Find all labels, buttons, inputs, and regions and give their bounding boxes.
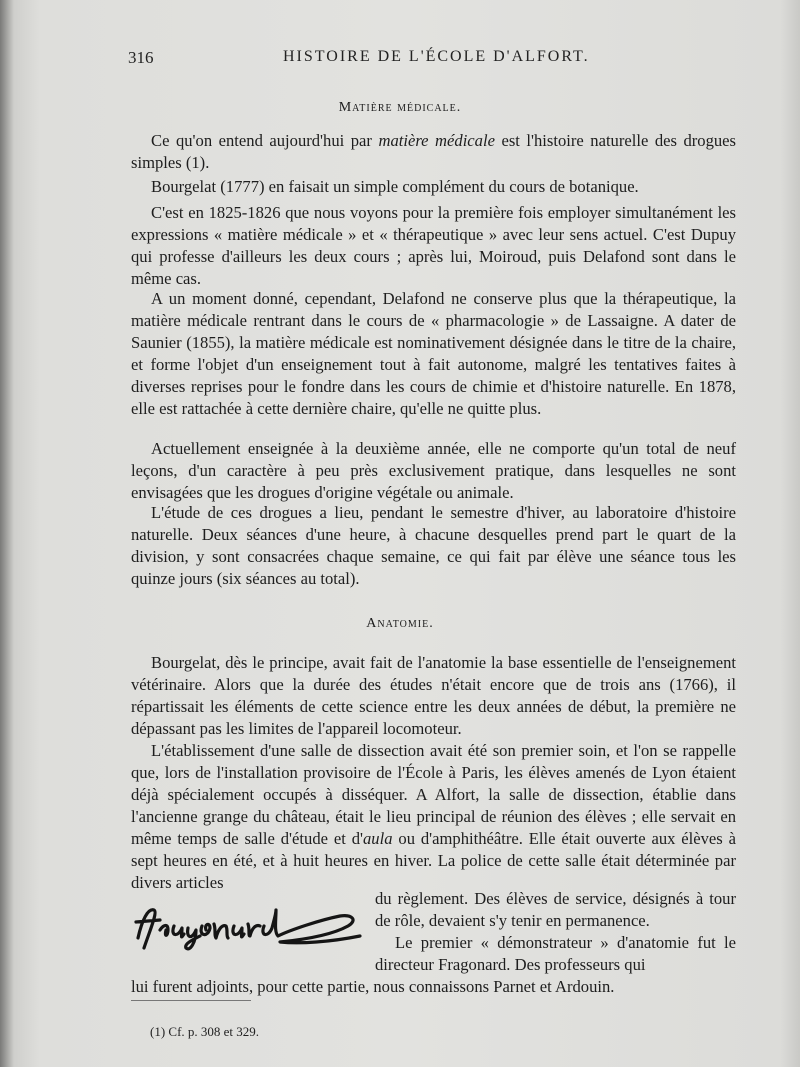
text-run: ou d'amphithéâtre. Elle était ouverte aux élèves à sept heures en été, et à huit heures en hiver. La police de cette salle était déterminée par divers articles <box>131 829 736 892</box>
paragraph: L'étude de ces drogues a lieu, pendant le semestre d'hiver, au laboratoire d'histoire naturelle. Deux séances d'une heure, à chacune desquelles prend part le quart de la division, y sont consacrées chaque semaine, ce qui fait par élève une séance tous les quinze jours (six séances au total). <box>131 503 736 588</box>
italic-term: aula <box>363 829 393 848</box>
paragraph: A un moment donné, cependant, Delafond ne conserve plus que la thérapeutique, la matière médicale rentrant dans le cours de « pharmacologie » de Lassaigne. A dater de Saunier (1855), la matière médicale est nominativement désignée dans le titre de la chaire, et forme l'objet d'un enseignement tout à fait autonome, malgré les tentatives faites à diverses reprises pour le fondre dans les cours de chimie et d'histoire naturelle. En 1878, elle est rattachée à cette dernière chaire, qu'elle ne quitte plus. <box>131 289 736 418</box>
italic-term: matière médicale <box>378 131 495 150</box>
running-title: HISTOIRE DE L'ÉCOLE D'ALFORT. <box>283 48 590 65</box>
text-run: L'établissement d'une salle de dissection avait été son premier soin, et l'on se rappelle que, lors de l'installation provisoire de l'École à Paris, les élèves amenés de Lyon étaient déjà spécialement occupés à disséquer. A Alfort, la salle de dissection, établie dans l'ancienne grange du château, était le lieu principal de réunion des élèves ; elle servait en même temps de salle d'étude et d' <box>131 741 736 848</box>
signature-drawing <box>130 890 370 960</box>
paragraph: Bourgelat, dès le principe, avait fait de l'anatomie la base essentielle de l'enseignement vétérinaire. Alors que la durée des études n'était encore que de trois ans (1766), il répartissait les éléments de cette science entre les deux années de début, la première ne dépassant pas les limites de l'appareil locomoteur. <box>131 653 736 738</box>
paragraph: Actuellement enseignée à la deuxième année, elle ne comporte qu'un total de neuf leçons, d'un caractère à peu près exclusivement pratique, dans lesquelles ne sont envisagées que les drogues d'origine végétale ou animale. <box>131 439 736 502</box>
paragraph <box>131 130 736 174</box>
section-title-anatomie: Anatomie. <box>366 616 434 631</box>
page-number: 316 <box>128 48 154 67</box>
fragonard-signature <box>130 890 370 960</box>
text-run: Ce qu'on entend aujourd'hui par <box>151 131 379 150</box>
text-run: est l'histoire naturelle des drogues simples (1). <box>131 131 737 172</box>
paragraph-line: lui furent adjoints, pour cette partie, nous connaissons Parnet et Ardouin. <box>131 977 615 996</box>
paragraph: Le premier « démonstrateur » d'anatomie fut le directeur Fragonard. Des professeurs qui <box>375 933 736 974</box>
section-title-matiere-medicale: Matière médicale. <box>338 100 462 115</box>
footnote-rule <box>131 1000 251 1001</box>
page-header <box>128 48 768 72</box>
paragraph-continuation: du règlement. Des élèves de service, désignés à tour de rôle, devaient s'y tenir en permanence. <box>375 889 736 930</box>
footnote: (1) Cf. p. 308 et 329. <box>150 1024 260 1039</box>
paragraph: Bourgelat (1777) en faisait un simple complément du cours de botanique. <box>151 177 639 196</box>
paragraph: C'est en 1825-1826 que nous voyons pour la première fois employer simultanément les expressions « matière médicale » et « thérapeutique » avec leur sens actuel. C'est Dupuy qui professe d'ailleurs les deux cours ; après lui, Moiroud, puis Delafond sont dans le même cas. <box>131 203 736 288</box>
paragraph <box>131 740 736 894</box>
